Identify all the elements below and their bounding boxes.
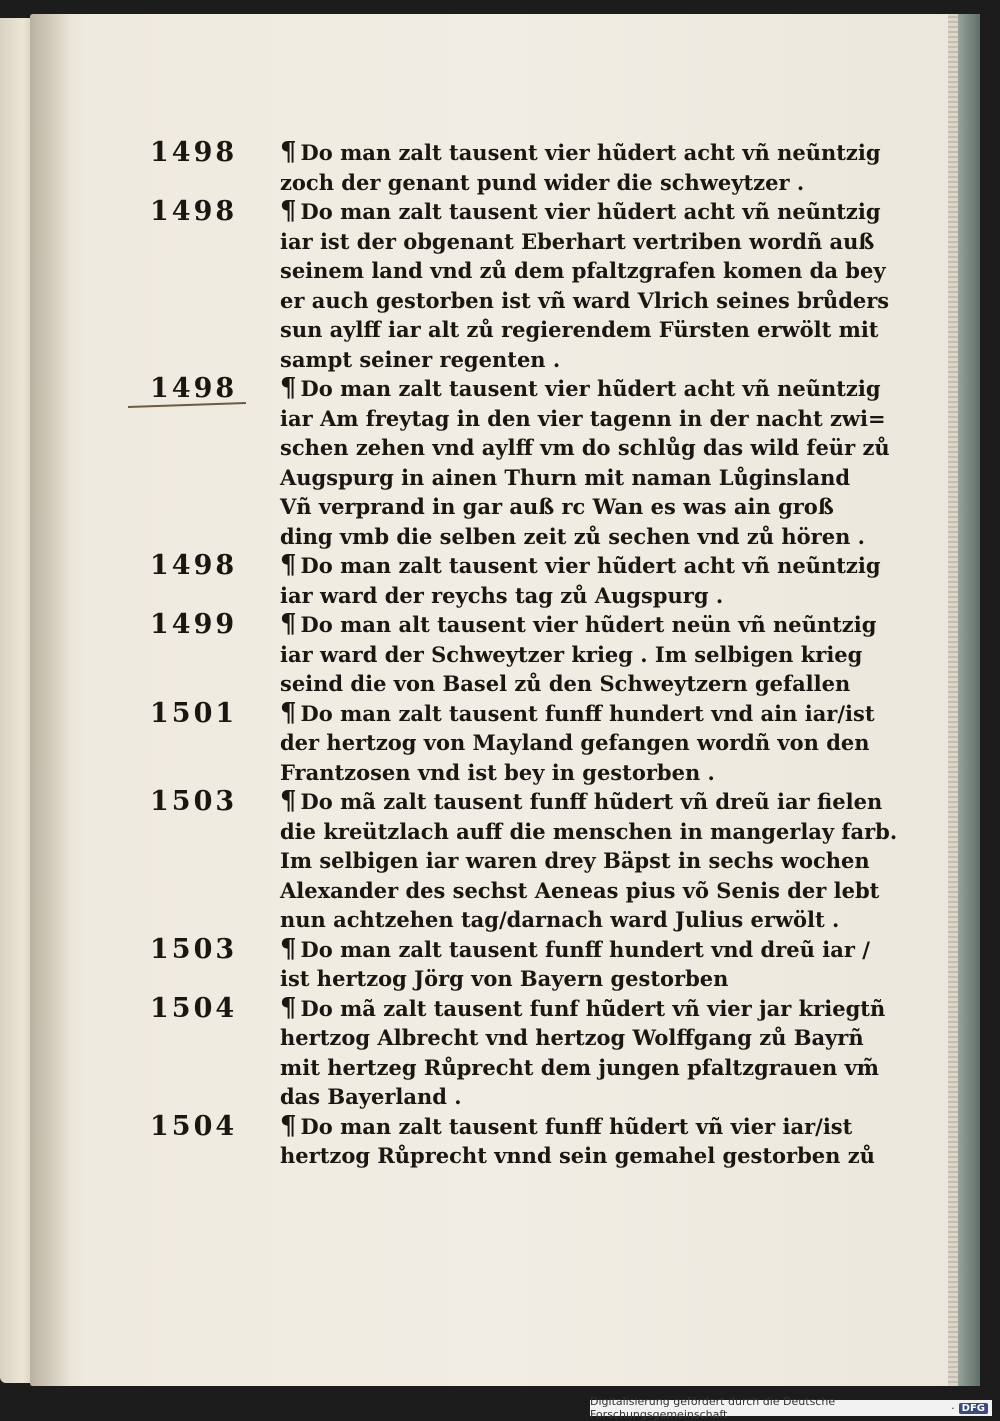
line-text: seind die von Basel zů den Schweytzern gefallen: [280, 671, 851, 696]
page-stack-edge: [948, 14, 980, 1386]
chronicle-text: [150, 137, 898, 1171]
line-text: hertzog Růprecht vnnd sein gemahel gestorben zů: [280, 1143, 875, 1168]
text-line: [280, 256, 889, 286]
line-text: Do man zalt tausent vier hũdert acht vñ neũntzig: [300, 140, 881, 165]
entry-text: [280, 994, 885, 1112]
entry-year: 1499: [150, 609, 238, 640]
entry-year: 1498: [150, 196, 238, 227]
chronicle-entry: [150, 1110, 875, 1171]
gutter-shadow: [30, 14, 70, 1386]
text-line: [280, 817, 897, 847]
line-text: ist hertzog Jörg von Bayern gestorben: [280, 966, 729, 991]
chronicle-entry: [150, 992, 886, 1112]
paragraph-mark-icon: ¶: [280, 933, 297, 964]
text-line: [280, 492, 890, 522]
line-text: Augspurg in ainen Thurn mit naman Lůginsland: [280, 464, 851, 490]
text-line: [280, 345, 889, 375]
line-text: iar ward der reychs tag zů Augspurg .: [280, 582, 724, 608]
text-line: [280, 551, 881, 581]
entry-text: [280, 935, 870, 994]
entry-text: [280, 551, 881, 610]
footer-bar: Digitalisierung gefördert durch die Deutsche Forschungsgemeinschaft · DFG: [590, 1400, 992, 1416]
line-text: nun achtzehen tag/darnach ward Julius erwölt .: [280, 907, 840, 932]
text-line: [280, 640, 876, 670]
line-text: iar ist der obgenant Eberhart vertriben wordñ auß: [280, 228, 875, 254]
entry-year: 1503: [150, 786, 238, 817]
entry-year: 1503: [150, 933, 238, 965]
text-line: [280, 1082, 885, 1112]
entry-text: [280, 699, 875, 788]
text-line: [280, 433, 890, 463]
entry-year: 1504: [150, 992, 238, 1024]
line-text: Do man zalt tausent funff hundert vnd dreũ iar /: [300, 936, 870, 962]
chronicle-entry: [150, 550, 881, 610]
entry-text: [280, 610, 876, 699]
paragraph-mark-icon: ¶: [280, 992, 297, 1023]
line-text: die kreützlach auff die menschen in mangerlay farb.: [280, 818, 898, 844]
text-line: [280, 994, 885, 1024]
entry-year: 1498: [150, 373, 238, 404]
line-text: seinem land vnd zů dem pfaltzgrafen komen da bey: [280, 258, 886, 283]
text-line: [280, 168, 881, 198]
chronicle-entry: [150, 137, 881, 197]
entry-year: 1498: [150, 137, 238, 168]
line-text: Frantzosen vnd ist bey in gestorben .: [280, 759, 715, 785]
line-text: Do man zalt tausent vier hũdert acht vñ neũntzig: [300, 553, 881, 578]
text-line: [280, 286, 889, 316]
paragraph-mark-icon: ¶: [280, 1110, 297, 1141]
line-text: hertzog Albrecht vnd hertzog Wolffgang zů Bayrñ: [280, 1025, 864, 1050]
line-text: Do mã zalt tausent funf hũdert vñ vier jar kriegtñ: [300, 995, 886, 1021]
line-text: schen zehen vnd aylff vm do schlůg das wild feür zů: [280, 435, 890, 460]
line-text: iar Am freytag in den vier tagenn in der nacht zwi=: [280, 405, 886, 431]
line-text: mit hertzeg Růprecht dem jungen pfaltzgrauen vm̃: [280, 1054, 880, 1080]
entry-year: 1504: [150, 1110, 238, 1142]
line-text: ding vmb die selben zeit zů sechen vnd zů hören .: [280, 523, 865, 549]
paragraph-mark-icon: ¶: [280, 697, 297, 728]
line-text: er auch gestorben ist vñ ward Vlrich seines brůders: [280, 287, 890, 313]
text-line: [280, 197, 889, 227]
line-text: Do man zalt tausent funff hundert vnd ain iar/ist: [300, 700, 875, 726]
text-line: [280, 374, 890, 404]
line-text: zoch der genant pund wider die schweytzer .: [280, 169, 805, 195]
line-text: Do mã zalt tausent funff hũdert vñ dreũ iar fielen: [300, 789, 883, 814]
paragraph-mark-icon: ¶: [280, 196, 297, 226]
text-line: [280, 315, 889, 345]
chronicle-entry: [150, 196, 890, 374]
line-text: Im selbigen iar waren drey Bäpst in sechs wochen: [280, 848, 870, 873]
paragraph-mark-icon: ¶: [280, 137, 297, 167]
paragraph-mark-icon: ¶: [280, 550, 297, 580]
text-line: [280, 138, 881, 168]
paragraph-mark-icon: ¶: [280, 373, 297, 403]
line-text: iar ward der Schweytzer krieg . Im selbigen krieg: [280, 641, 863, 667]
text-line: [280, 404, 890, 434]
text-line: [280, 1023, 885, 1053]
text-line: [280, 463, 890, 493]
text-line: [280, 669, 876, 699]
line-text: Do man zalt tausent vier hũdert acht vñ neũntzig: [300, 199, 881, 224]
text-line: [280, 581, 881, 611]
paragraph-mark-icon: ¶: [280, 786, 297, 816]
text-line: [280, 1141, 875, 1171]
text-line: [280, 787, 897, 817]
text-line: [280, 1053, 885, 1083]
line-text: Vñ verprand in gar auß rc Wan es was ain groß: [280, 494, 834, 519]
line-text: Do man zalt tausent vier hũdert acht vñ neũntzig: [300, 376, 881, 401]
entry-text: [280, 138, 881, 197]
text-line: [280, 964, 870, 994]
entry-text: [280, 787, 897, 935]
footer-credit: Digitalisierung gefördert durch die Deutsche Forschungsgemeinschaft: [590, 1395, 836, 1421]
line-text: Do man alt tausent vier hũdert neün vñ neũntzig: [300, 612, 877, 637]
chronicle-entry: [150, 786, 898, 935]
entry-year: 1501: [150, 697, 238, 729]
text-line: [280, 699, 875, 729]
text-line: [280, 758, 875, 788]
text-line: [280, 227, 889, 257]
line-text: Alexander des sechst Aeneas pius võ Senis der lebt: [280, 877, 880, 903]
entry-text: [280, 374, 890, 551]
dfg-logo: DFG: [959, 1403, 988, 1414]
text-line: [280, 522, 890, 552]
chronicle-entry: [150, 697, 875, 788]
line-text: der hertzog von Mayland gefangen wordñ von den: [280, 730, 870, 755]
entry-text: [280, 1112, 875, 1171]
text-line: [280, 905, 897, 935]
chronicle-entry: [150, 935, 870, 994]
entry-year: 1498: [150, 550, 238, 581]
text-line: [280, 935, 870, 965]
chronicle-entry: [150, 373, 890, 551]
line-text: sun aylff iar alt zů regierendem Fürsten erwölt mit: [280, 317, 879, 342]
text-line: [280, 876, 897, 906]
line-text: das Bayerland .: [280, 1084, 462, 1109]
line-text: sampt seiner regenten .: [280, 346, 561, 372]
text-line: [280, 728, 875, 758]
paragraph-mark-icon: ¶: [280, 609, 297, 639]
text-line: [280, 610, 876, 640]
chronicle-entry: [150, 609, 877, 699]
text-line: [280, 846, 897, 876]
text-line: [280, 1112, 875, 1142]
entry-text: [280, 197, 889, 374]
line-text: Do man zalt tausent funff hũdert vñ vier iar/ist: [300, 1113, 853, 1139]
